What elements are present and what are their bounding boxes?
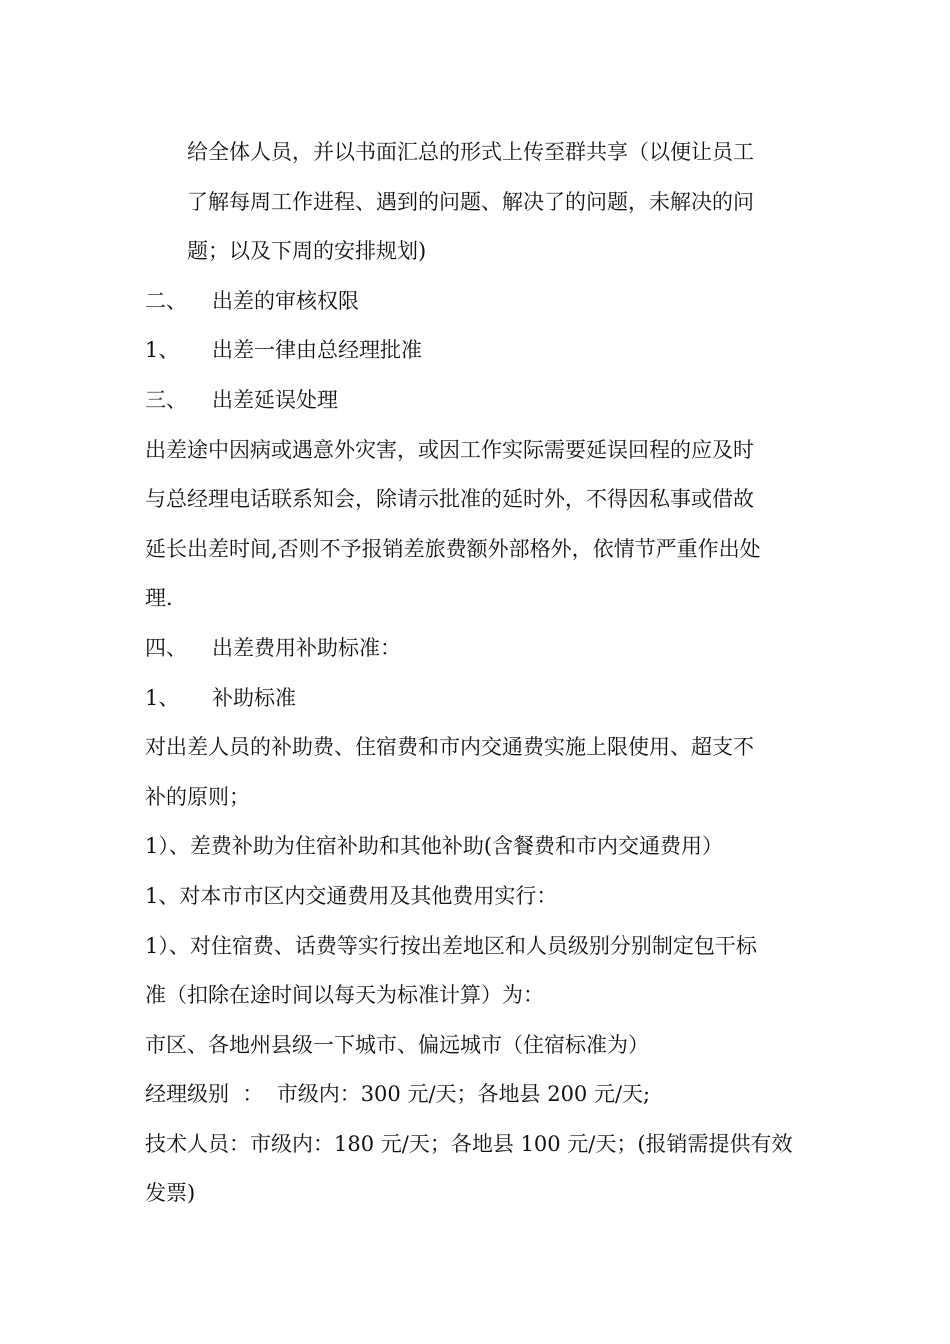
section-number: 三、	[145, 387, 187, 412]
item-text: 出差一律由总经理批准	[212, 338, 422, 363]
text-line: 1、对本市市区内交通费用及其他费用实行：	[145, 883, 558, 908]
text-line: 补的原则；	[145, 784, 250, 809]
text-line: 延长出差时间,否则不予报销差旅费额外部格外，依情节严重作出处	[145, 536, 761, 561]
section-heading-2	[145, 277, 810, 327]
text-line: 对出差人员的补助费、住宿费和市内交通费实施上限使用、超支不	[145, 735, 754, 760]
text-line: 理.	[145, 586, 173, 611]
section-title: 出差费用补助标准：	[212, 635, 401, 660]
text-line: 了解每周工作进程、遇到的问题、解决了的问题，未解决的问	[187, 189, 754, 214]
paragraph-delay-handling	[145, 426, 810, 624]
text-line: 技术人员：市级内：180 元/天；各地县 100 元/天；(报销需提供有效	[145, 1131, 793, 1156]
item-number: 1、	[145, 338, 180, 363]
paragraph-allowance-standards	[145, 723, 810, 1219]
item-text: 补助标准	[212, 685, 296, 710]
text-line: 与总经理电话联系知会，除请示批准的延时外，不得因私事或借故	[145, 487, 754, 512]
text-line: 1）、差费补助为住宿补助和其他补助(含餐费和市内交通费用）	[145, 834, 724, 859]
text-line: 市区、各地州县级一下城市、偏远城市（住宿标准为）	[145, 1032, 649, 1057]
item-number: 1、	[145, 685, 180, 710]
text-line: 准（扣除在途时间以每天为标准计算）为：	[145, 983, 544, 1008]
text-line: 经理级别 ： 市级内：300 元/天；各地县 200 元/天;	[145, 1082, 651, 1107]
text-line: 发票)	[145, 1181, 196, 1206]
paragraph-continuation	[145, 128, 810, 277]
text-line: 出差途中因病或遇意外灾害，或因工作实际需要延误回程的应及时	[145, 437, 754, 462]
section-number: 四、	[145, 635, 187, 660]
text-line: 给全体人员，并以书面汇总的形式上传至群共享（以便让员工	[187, 140, 754, 164]
text-line: 题；以及下周的安排规划)	[187, 239, 427, 264]
section-number: 二、	[145, 288, 187, 313]
section-heading-3	[145, 376, 810, 426]
section-heading-4	[145, 624, 810, 674]
section-title: 出差延误处理	[212, 387, 338, 412]
section-title: 出差的审核权限	[212, 288, 359, 313]
list-item	[145, 674, 810, 724]
text-line: 1）、对住宿费、话费等实行按出差地区和人员级别分别制定包干标	[145, 933, 757, 958]
document-body	[145, 128, 810, 1219]
list-item	[145, 326, 810, 376]
